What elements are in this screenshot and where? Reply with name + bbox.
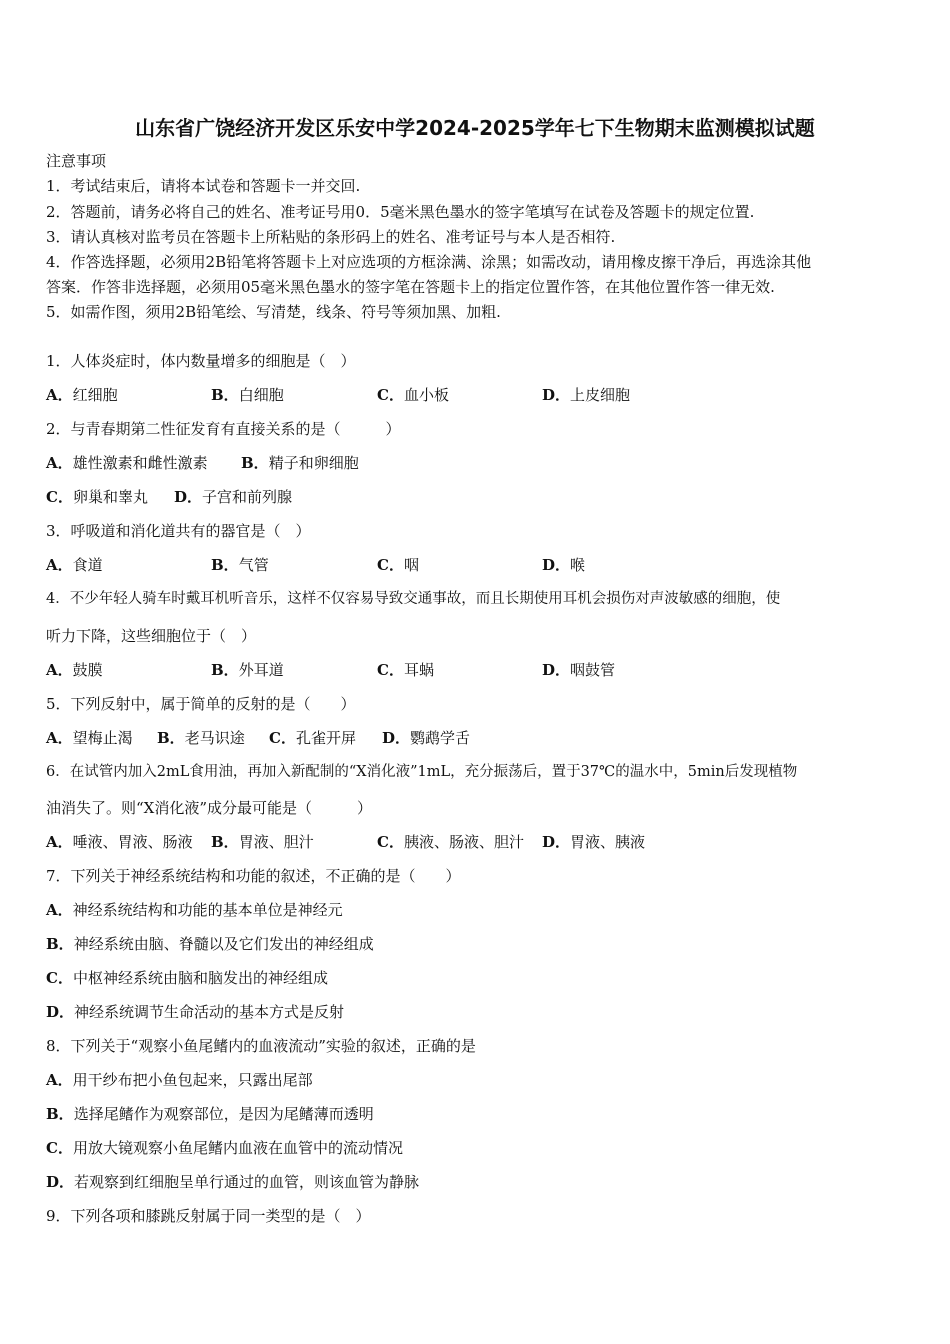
q4-option-d: [542, 660, 615, 680]
q8-option-a: [46, 1070, 313, 1090]
q3-option-a: [46, 555, 103, 575]
option-label: A．: [46, 661, 73, 679]
q1-option-c: [377, 385, 449, 405]
option-text: 雄性激素和雌性激素: [72, 454, 208, 472]
option-text: 神经系统结构和功能的基本单位是神经元: [72, 901, 343, 919]
option-text: 鹦鹉学舌: [410, 729, 471, 747]
option-label: D．: [542, 833, 571, 851]
question-6-stem-cont: 油消失了。则“X消化液”成分最可能是（ ）: [46, 799, 373, 817]
q7-option-a: [46, 900, 343, 920]
option-text: 咽鼓管: [570, 661, 616, 679]
q5-option-c: [269, 728, 356, 748]
q6-option-a: [46, 832, 193, 852]
q6-option-d: [542, 832, 645, 852]
notice-heading: 注意事项: [46, 152, 107, 170]
q4-option-c: [377, 660, 434, 680]
notice-item: 答案．作答非选择题，必须用05毫米黑色墨水的签字笔在答题卡上的指定位置作答，在其他位置作答一律无效.: [46, 278, 775, 296]
option-text: 老马识途: [184, 729, 245, 747]
question-9-stem: 9．下列各项和膝跳反射属于同一类型的是（ ）: [46, 1207, 371, 1225]
notice-item: 3．请认真核对监考员在答题卡上所粘贴的条形码上的姓名、准考证号与本人是否相符.: [46, 228, 616, 246]
option-text: 唾液、胃液、肠液: [72, 833, 193, 851]
q7-option-b: [46, 934, 374, 954]
option-label: B．: [46, 935, 74, 953]
option-text: 神经系统由脑、脊髓以及它们发出的神经组成: [73, 935, 374, 953]
option-label: B．: [157, 729, 185, 747]
q7-option-d: [46, 1002, 344, 1022]
option-text: 精子和卵细胞: [268, 454, 359, 472]
option-text: 若观察到红细胞呈单行通过的血管，则该血管为静脉: [74, 1173, 420, 1191]
option-label: D．: [542, 556, 571, 574]
q3-option-b: [211, 555, 269, 575]
q8-option-b: [46, 1104, 374, 1124]
option-text: 外耳道: [238, 661, 284, 679]
q2-option-a: [46, 453, 208, 473]
notice-item: 4．作答选择题，必须用2B铅笔将答题卡上对应选项的方框涂满、涂黑；如需改动，请用橡皮擦干净后，再选涂其他: [46, 253, 812, 271]
q6-option-b: [211, 832, 314, 852]
option-label: C．: [377, 661, 404, 679]
option-label: D．: [174, 488, 203, 506]
q8-option-c: [46, 1138, 403, 1158]
option-label: A．: [46, 833, 73, 851]
q2-option-d: [174, 487, 292, 507]
q1-option-a: [46, 385, 118, 405]
q6-option-c: [377, 832, 524, 852]
q1-option-d: [542, 385, 630, 405]
question-6-stem: 6．在试管内加入2mL食用油，再加入新配制的“X消化液”1mL，充分振荡后，置于37℃的温水中，5min后发现植物: [46, 764, 798, 780]
option-text: 用放大镜观察小鱼尾鳍内血液在血管中的流动情况: [72, 1139, 403, 1157]
page-title: 山东省广饶经济开发区乐安中学2024-2025学年七下生物期末监测模拟试题: [135, 116, 815, 140]
notice-item: 2．答题前，请务必将自己的姓名、准考证号用0．5毫米黑色墨水的签字笔填写在试卷及答题卡的规定位置.: [46, 203, 755, 221]
question-8-stem: 8．下列关于“观察小鱼尾鳍内的血液流动”实验的叙述，正确的是: [46, 1037, 476, 1055]
option-text: 鼓膜: [72, 661, 103, 679]
option-text: 红细胞: [72, 386, 118, 404]
option-text: 神经系统调节生命活动的基本方式是反射: [74, 1003, 345, 1021]
option-label: B．: [46, 1105, 74, 1123]
question-2-stem: 2．与青春期第二性征发育有直接关系的是（ ）: [46, 420, 401, 438]
question-4-stem: 4．不少年轻人骑车时戴耳机听音乐，这样不仅容易导致交通事故，而且长期使用耳机会损伤对声波敏感的细胞，使: [46, 591, 781, 607]
q3-option-c: [377, 555, 419, 575]
q3-option-d: [542, 555, 585, 575]
option-text: 上皮细胞: [570, 386, 631, 404]
option-text: 子宫和前列腺: [202, 488, 293, 506]
q7-option-c: [46, 968, 328, 988]
option-label: A．: [46, 556, 73, 574]
option-text: 卵巢和睾丸: [72, 488, 148, 506]
option-text: 用干纱布把小鱼包起来，只露出尾部: [72, 1071, 313, 1089]
option-label: C．: [46, 488, 73, 506]
q2-option-b: [241, 453, 359, 473]
option-label: C．: [377, 556, 404, 574]
option-label: A．: [46, 729, 73, 747]
option-label: C．: [269, 729, 296, 747]
option-label: D．: [542, 661, 571, 679]
option-text: 孔雀开屏: [295, 729, 356, 747]
option-label: D．: [542, 386, 571, 404]
option-label: C．: [377, 386, 404, 404]
q5-option-d: [382, 728, 470, 748]
option-label: B．: [211, 386, 239, 404]
q1-option-b: [211, 385, 284, 405]
option-text: 胰液、肠液、胆汁: [403, 833, 524, 851]
option-text: 咽: [403, 556, 419, 574]
question-1-stem: 1．人体炎症时，体内数量增多的细胞是（ ）: [46, 352, 356, 370]
option-label: B．: [211, 661, 239, 679]
option-text: 选择尾鳍作为观察部位，是因为尾鳍薄而透明: [73, 1105, 374, 1123]
option-label: D．: [382, 729, 411, 747]
option-label: D．: [46, 1003, 75, 1021]
question-5-stem: 5．下列反射中，属于简单的反射的是（ ）: [46, 695, 356, 713]
option-text: 血小板: [403, 386, 449, 404]
option-label: A．: [46, 901, 73, 919]
option-label: B．: [211, 833, 239, 851]
notice-item: 5．如需作图，须用2B铅笔绘、写清楚，线条、符号等须加黑、加粗.: [46, 303, 501, 321]
option-label: A．: [46, 386, 73, 404]
option-label: B．: [241, 454, 269, 472]
option-text: 胃液、胆汁: [238, 833, 314, 851]
q5-option-a: [46, 728, 133, 748]
option-text: 白细胞: [238, 386, 284, 404]
option-label: A．: [46, 454, 73, 472]
q4-option-a: [46, 660, 103, 680]
option-text: 中枢神经系统由脑和脑发出的神经组成: [72, 969, 328, 987]
option-text: 食道: [72, 556, 103, 574]
q2-option-c: [46, 487, 148, 507]
option-label: C．: [46, 1139, 73, 1157]
option-label: C．: [46, 969, 73, 987]
q5-option-b: [157, 728, 245, 748]
notice-item: 1．考试结束后，请将本试卷和答题卡一并交回.: [46, 177, 361, 195]
q4-option-b: [211, 660, 284, 680]
option-text: 耳蜗: [403, 661, 434, 679]
q8-option-d: [46, 1172, 419, 1192]
option-label: D．: [46, 1173, 75, 1191]
option-text: 喉: [570, 556, 586, 574]
option-text: 望梅止渴: [72, 729, 133, 747]
question-3-stem: 3．呼吸道和消化道共有的器官是（ ）: [46, 522, 311, 540]
option-text: 气管: [238, 556, 269, 574]
option-label: A．: [46, 1071, 73, 1089]
question-7-stem: 7．下列关于神经系统结构和功能的叙述，不正确的是（ ）: [46, 867, 461, 885]
option-label: C．: [377, 833, 404, 851]
question-4-stem-cont: 听力下降，这些细胞位于（ ）: [46, 627, 257, 645]
option-label: B．: [211, 556, 239, 574]
option-text: 胃液、胰液: [570, 833, 646, 851]
